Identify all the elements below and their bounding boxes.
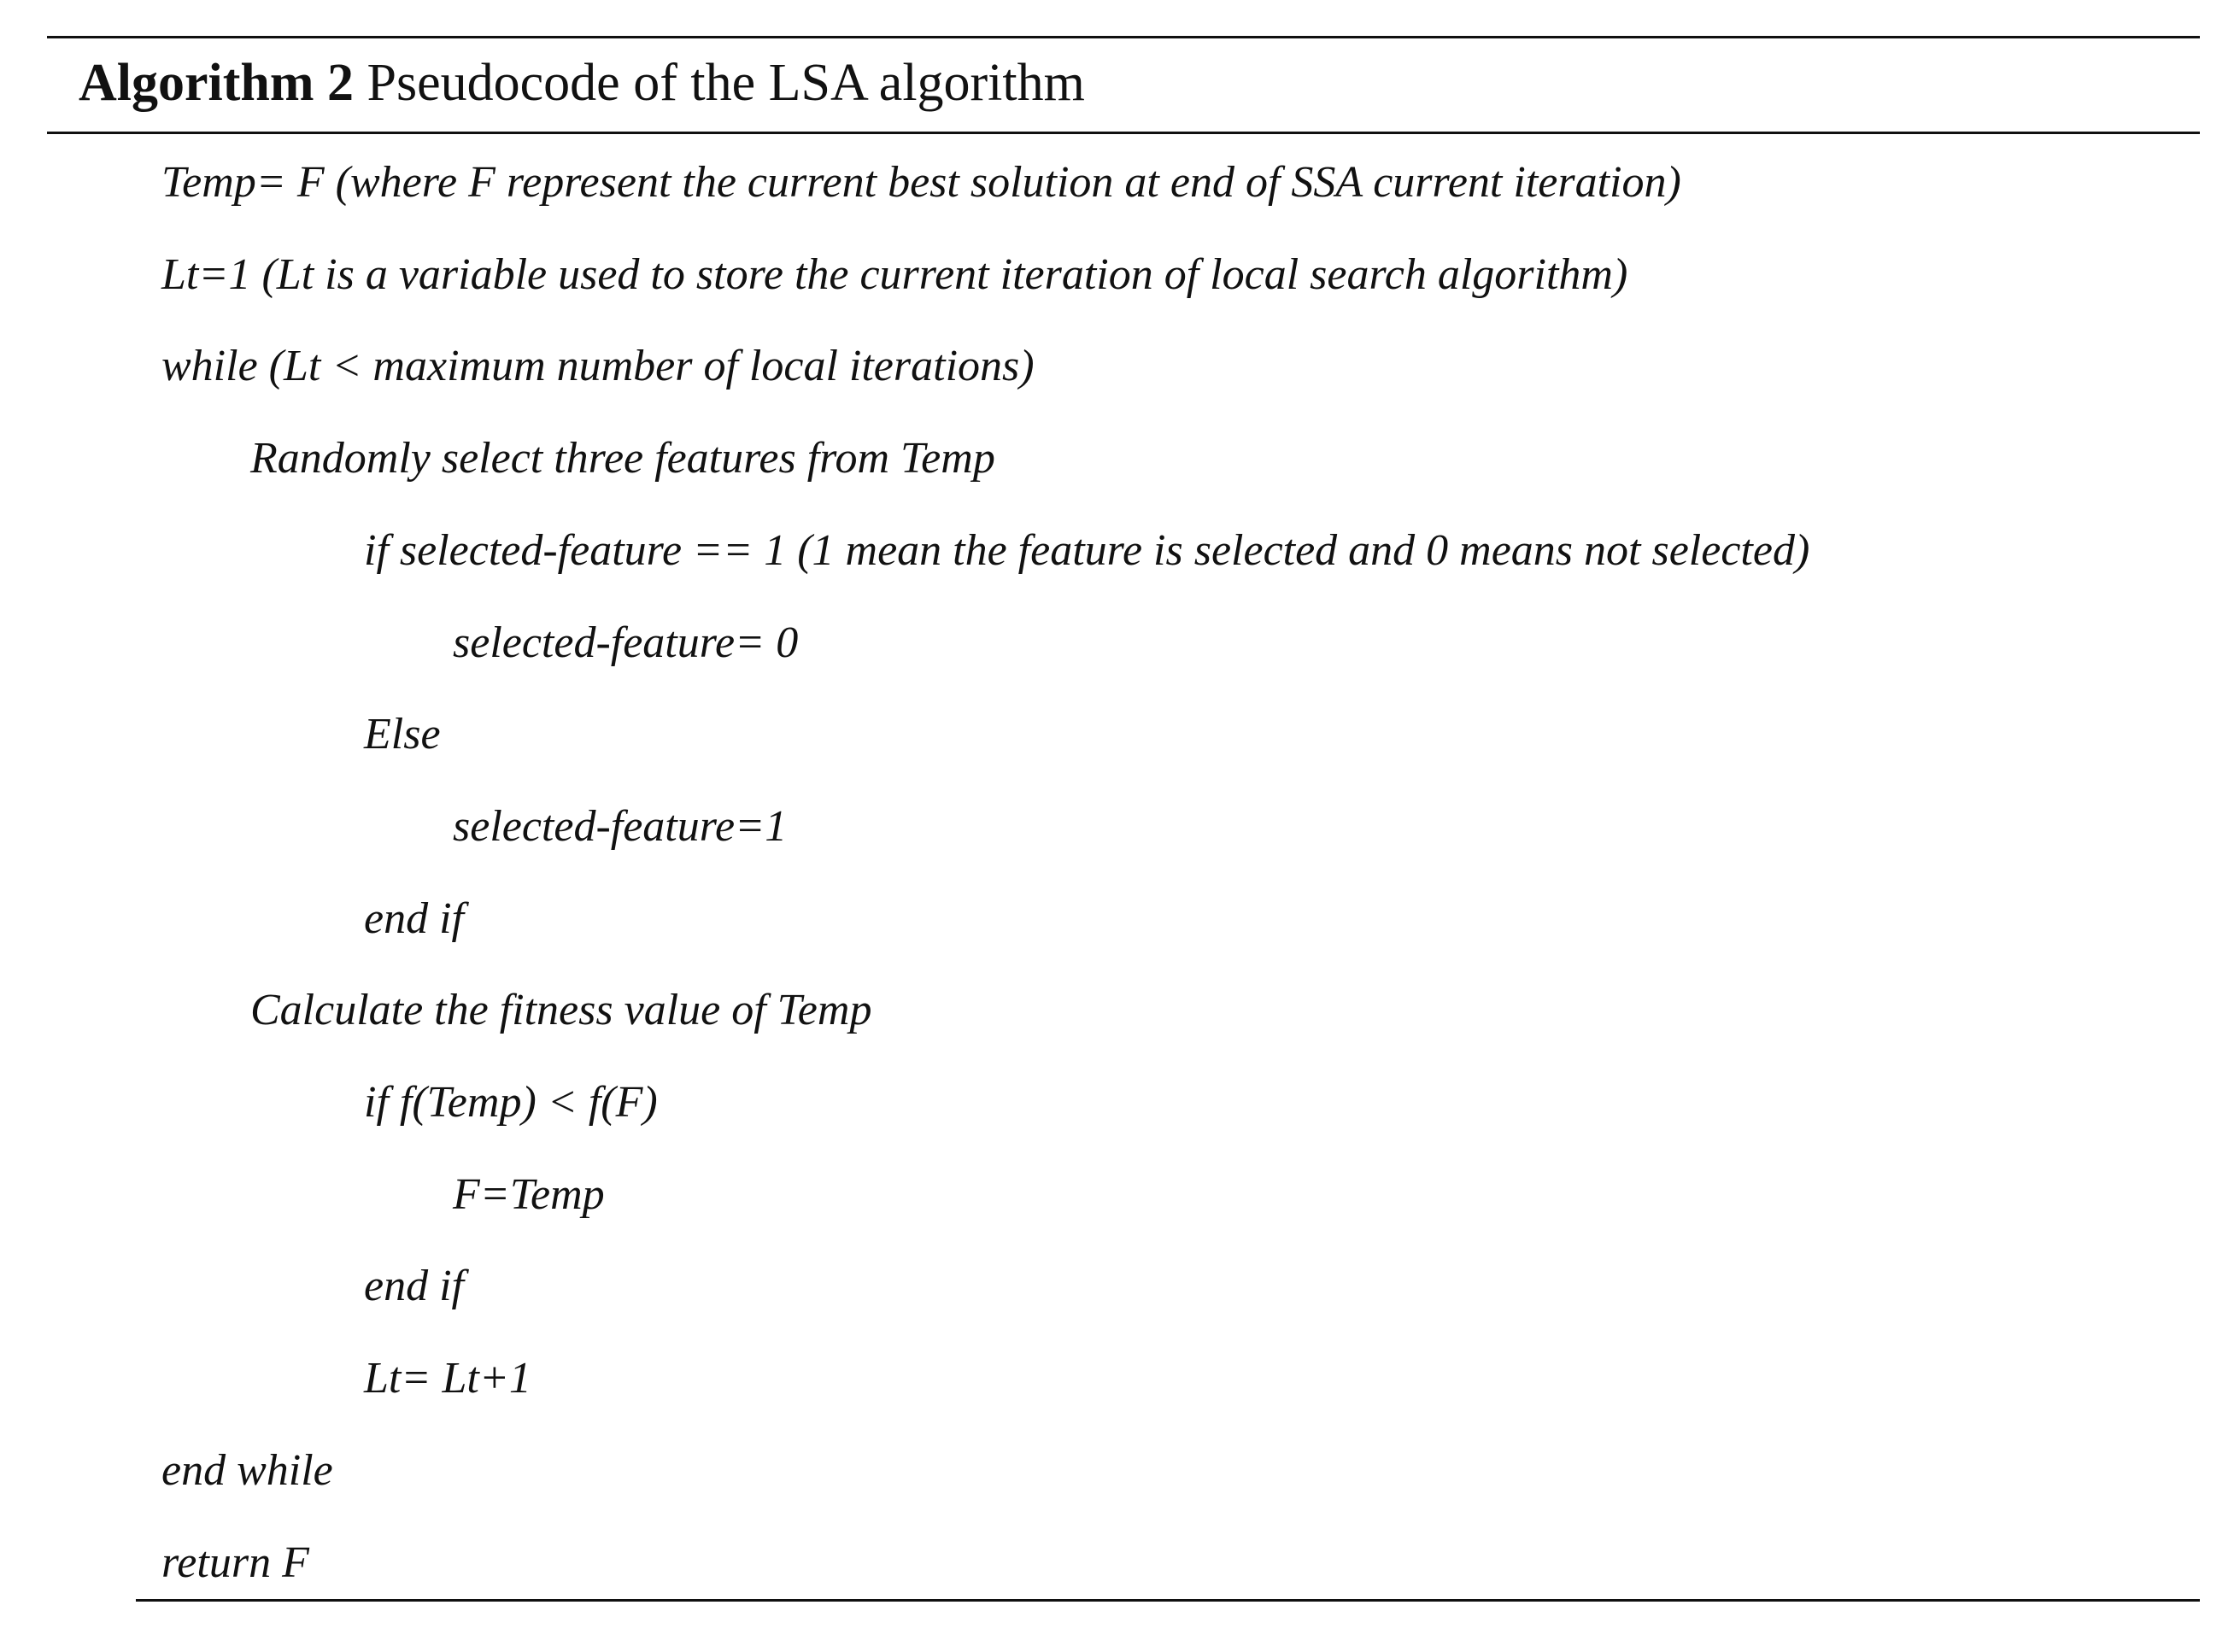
pseudocode-line: Temp= F (where F represent the current best solution at end of SSA current iteration) bbox=[161, 158, 1681, 207]
pseudocode-line: Randomly select three features from Temp bbox=[250, 434, 995, 483]
algorithm-caption: Pseudocode of the LSA algorithm bbox=[366, 54, 1085, 112]
top-rule bbox=[47, 36, 2200, 38]
pseudocode-line: return F bbox=[161, 1538, 309, 1587]
bottom-rule bbox=[136, 1599, 2200, 1602]
pseudocode-line: selected-feature=1 bbox=[453, 801, 788, 851]
pseudocode-line: Else bbox=[364, 710, 441, 759]
header-rule bbox=[47, 132, 2200, 134]
pseudocode-line: end if bbox=[364, 1262, 464, 1311]
pseudocode-line: Lt=1 (Lt is a variable used to store the current iteration of local search algorithm) bbox=[161, 249, 1628, 299]
pseudocode-line: end while bbox=[161, 1445, 333, 1495]
pseudocode-line: Lt= Lt+1 bbox=[364, 1354, 531, 1403]
pseudocode-line: if selected-feature == 1 (1 mean the feature is selected and 0 means not selected) bbox=[364, 525, 1810, 575]
pseudocode-line: if f(Temp) < f(F) bbox=[364, 1078, 658, 1127]
algorithm-title bbox=[79, 53, 1085, 114]
pseudocode-line: Calculate the fitness value of Temp bbox=[250, 986, 872, 1035]
pseudocode-line: F=Temp bbox=[453, 1169, 605, 1219]
algorithm-label: Algorithm 2 bbox=[79, 54, 355, 112]
pseudocode-line: while (Lt < maximum number of local iterations) bbox=[161, 342, 1035, 391]
pseudocode-line: selected-feature= 0 bbox=[453, 618, 799, 667]
pseudocode-line: end if bbox=[364, 893, 464, 943]
